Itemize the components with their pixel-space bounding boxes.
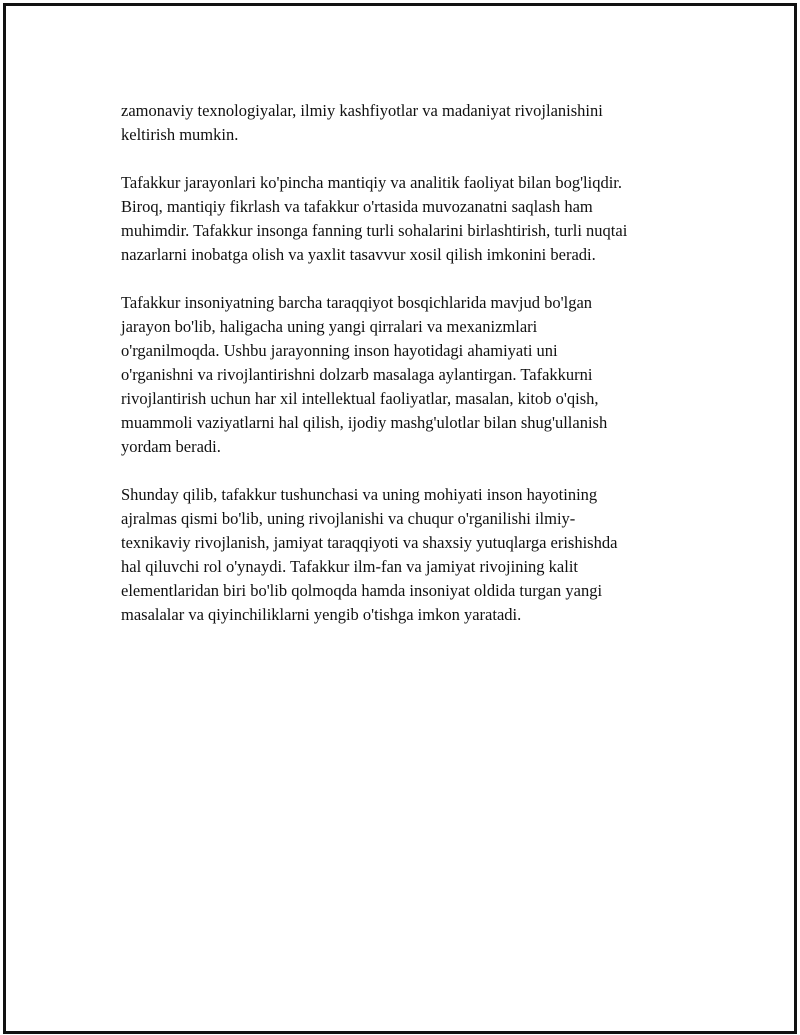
document-body	[121, 99, 696, 651]
paragraph-4: Shunday qilib, tafakkur tushunchasi va uning mohiyati inson hayotining ajralmas qismi bo'lib, uning rivojlanishi va chuqur o'rganilishi ilmiy- texnikaviy rivojlanish, jamiyat taraqqiyoti va shaxsiy yutuqlarga erishishda hal qiluvchi rol o'ynaydi. Tafakkur ilm-fan va jamiyat rivojining kalit elementlaridan biri bo'lib qolmoqda hamda insoniyat oldida turgan yangi masalalar va qiyinchiliklarni yengib o'tishga imkon yaratadi.	[121, 485, 618, 624]
paragraph-1: zamonaviy texnologiyalar, ilmiy kashfiyotlar va madaniyat rivojlanishini keltirish mumkin.	[121, 101, 603, 144]
paragraph-2: Tafakkur jarayonlari ko'pincha mantiqiy va analitik faoliyat bilan bog'liqdir. Biroq, mantiqiy fikrlash va tafakkur o'rtasida muvozanatni saqlash ham muhimdir. Tafakkur insonga fanning turli sohalarini birlashtirish, turli nuqtai nazarlarni inobatga olish va yaxlit tasavvur xosil qilish imkonini beradi.	[121, 173, 628, 264]
paragraph-3: Tafakkur insoniyatning barcha taraqqiyot bosqichlarida mavjud bo'lgan jarayon bo'lib, haligacha uning yangi qirralari va mexanizmlari o'rganilmoqda. Ushbu jarayonning inson hayotidagi ahamiyati uni o'rganishni va rivojlantirishni dolzarb masalaga aylantirgan. Tafakkurni rivojlantirish uchun har xil intellektual faoliyatlar, masalan, kitob o'qish, muammoli vaziyatlarni hal qilish, ijodiy mashg'ulotlar bilan shug'ullanish yordam beradi.	[121, 293, 608, 456]
page-frame	[3, 3, 797, 1034]
